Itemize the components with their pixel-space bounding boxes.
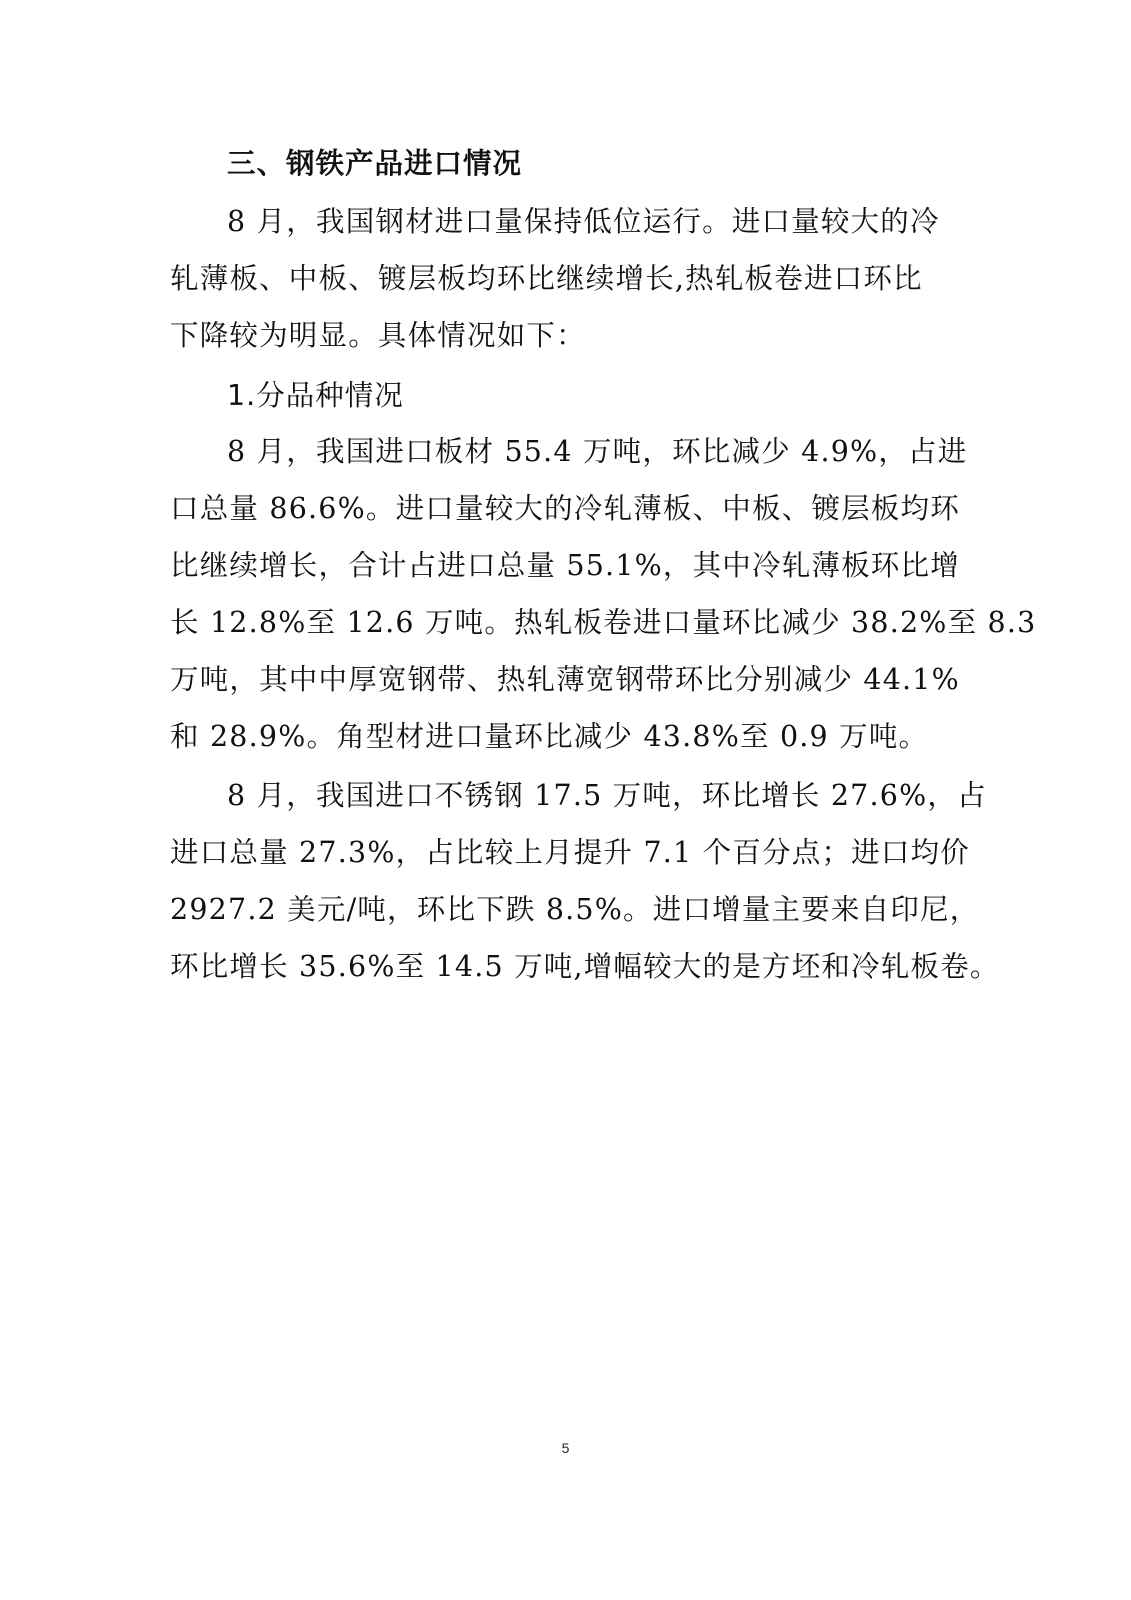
page-number: 5 [561,1440,570,1456]
paragraph-1-line-1: 8 月，我国钢材进口量保持低位运行。进口量较大的冷 [227,205,940,238]
paragraph-3-line-2: 进口总量 27.3%，占比较上月提升 7.1 个百分点；进口均价 [170,836,970,869]
paragraph-2-line-4: 长 12.8%至 12.6 万吨。热轧板卷进口量环比减少 38.2%至 8.3 [170,606,1037,639]
paragraph-2-line-6: 和 28.9%。角型材进口量环比减少 43.8%至 0.9 万吨。 [170,720,929,753]
paragraph-1-line-2: 轧薄板、中板、镀层板均环比继续增长,热轧板卷进口环比 [170,262,923,295]
paragraph-3-line-3: 2927.2 美元/吨，环比下跌 8.5%。进口增量主要来自印尼， [170,893,980,926]
paragraph-3-line-4: 环比增长 35.6%至 14.5 万吨,增幅较大的是方坯和冷轧板卷。 [170,950,1000,983]
section-heading: 三、钢铁产品进口情况 [227,147,523,180]
paragraph-2-line-1: 8 月，我国进口板材 55.4 万吨，环比减少 4.9%，占进 [227,435,968,468]
paragraph-2-line-3: 比继续增长，合计占进口总量 55.1%，其中冷轧薄板环比增 [170,549,960,582]
paragraph-2-line-5: 万吨，其中中厚宽钢带、热轧薄宽钢带环比分别减少 44.1% [170,663,960,696]
paragraph-2-line-2: 口总量 86.6%。进口量较大的冷轧薄板、中板、镀层板均环 [170,492,960,525]
paragraph-1-line-3: 下降较为明显。具体情况如下： [170,319,586,352]
subsection-heading: 1.分品种情况 [227,379,404,412]
paragraph-3-line-1: 8 月，我国进口不锈钢 17.5 万吨，环比增长 27.6%，占 [227,779,987,812]
